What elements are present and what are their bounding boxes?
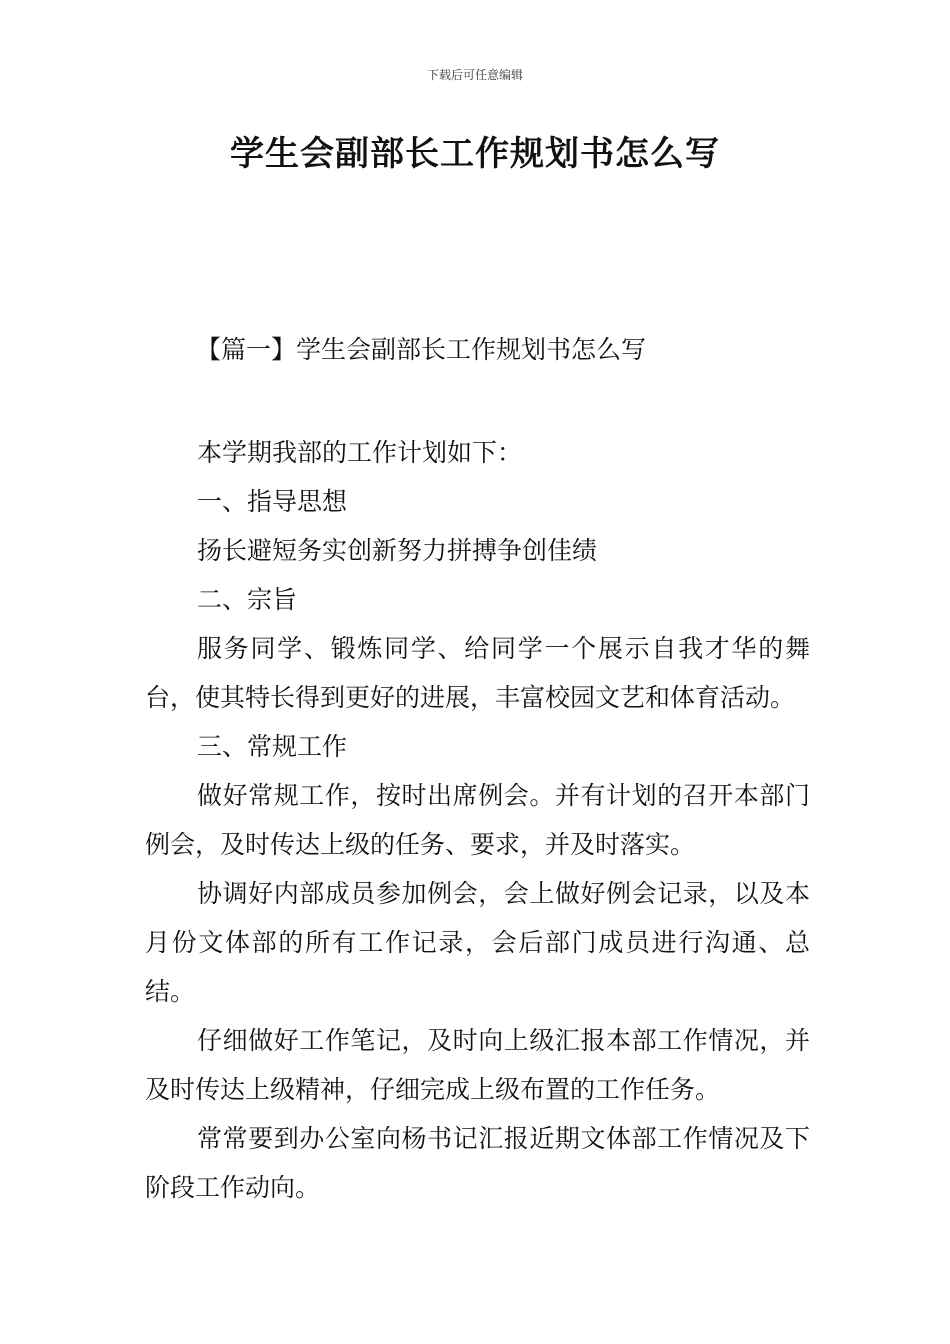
paragraph-intro: 本学期我部的工作计划如下： — [197, 438, 523, 467]
paragraph-routine-4: 常常要到办公室向杨书记汇报近期文体部工作情况及下阶段工作动向。 — [145, 1124, 810, 1202]
heading-purpose: 二、宗旨 — [197, 585, 298, 614]
document-body — [145, 428, 810, 1212]
heading-guiding-thought: 一、指导思想 — [197, 487, 348, 516]
paragraph-guiding-thought: 扬长避短务实创新努力拼搏争创佳绩 — [197, 536, 598, 565]
paragraph-routine-3: 仔细做好工作笔记，及时向上级汇报本部工作情况，并及时传达上级精神，仔细完成上级布置的工作任务。 — [145, 1026, 810, 1104]
document-title: 学生会副部长工作规划书怎么写 — [230, 134, 720, 174]
heading-routine-work: 三、常规工作 — [197, 732, 348, 761]
section-heading: 【篇一】学生会副部长工作规划书怎么写 — [196, 335, 647, 364]
header-note: 下载后可任意编辑 — [426, 68, 523, 82]
paragraph-routine-2: 协调好内部成员参加例会，会上做好例会记录，以及本月份文体部的所有工作记录，会后部门成员进行沟通、总结。 — [145, 879, 810, 1006]
paragraph-routine-1: 做好常规工作，按时出席例会。并有计划的召开本部门例会，及时传达上级的任务、要求，并及时落实。 — [145, 781, 810, 859]
paragraph-purpose: 服务同学、锻炼同学、给同学一个展示自我才华的舞台，使其特长得到更好的进展，丰富校园文艺和体育活动。 — [145, 634, 810, 712]
